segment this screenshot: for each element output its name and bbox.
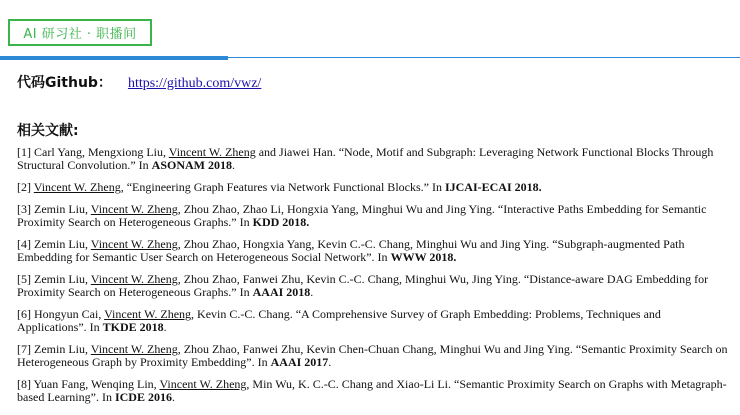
venue: KDD 2018.	[252, 215, 310, 229]
brand-label: AI 研习社 · 职播间	[8, 19, 152, 46]
venue: ICDE 2016	[114, 390, 172, 404]
venue: AAAI 2017	[270, 355, 329, 369]
reference-item: [5] Zemin Liu, Vincent W. Zheng, Zhou Zhao, Fanwei Zhu, Kevin C.-C. Chang, Minghui Wu, Jing Ying. “Distance-aware DAG Embedding for Proximity Search on Heterogeneous Graphs.” In AAAI 2018.	[17, 272, 709, 299]
reference-list	[17, 146, 729, 413]
author-highlight: Vincent W. Zheng	[90, 237, 178, 251]
author-highlight: Vincent W. Zheng	[33, 180, 121, 194]
code-row	[17, 72, 261, 92]
reference-item: [8] Yuan Fang, Wenqing Lin, Vincent W. Zheng, Min Wu, K. C.-C. Chang and Xiao-Li Li. “Semantic Proximity Search on Graphs with Metagraph-based Learning”. In ICDE 2016.	[17, 377, 727, 404]
github-link[interactable]: https://github.com/vwz/	[127, 76, 262, 91]
references-heading: 相关文献:	[17, 123, 79, 139]
code-label: 代码Github：	[17, 75, 112, 91]
author-highlight: Vincent W. Zheng	[104, 307, 192, 321]
author-highlight: Vincent W. Zheng	[90, 202, 178, 216]
divider-line	[228, 57, 740, 58]
author-highlight: Vincent W. Zheng	[168, 145, 256, 159]
reference-item: [7] Zemin Liu, Vincent W. Zheng, Zhou Zhao, Fanwei Zhu, Kevin Chen-Chuan Chang, Minghui Wu and Jing Ying. “Semantic Proximity Search on Heterogeneous Graph by Proximity Embedding”. In AAAI 2017.	[17, 342, 728, 369]
reference-item: [4] Zemin Liu, Vincent W. Zheng, Zhou Zhao, Hongxia Yang, Kevin C.-C. Chang, Minghui Wu and Jing Ying. “Subgraph-augmented Path Embedding for Semantic User Search on Heterogeneous Social Network”. In WWW 2018.	[17, 237, 685, 264]
reference-item: [6] Hongyun Cai, Vincent W. Zheng, Kevin C.-C. Chang. “A Comprehensive Survey of Graph Embedding: Problems, Techniques and Applications”. In TKDE 2018.	[17, 307, 661, 334]
reference-item: [3] Zemin Liu, Vincent W. Zheng, Zhou Zhao, Zhao Li, Hongxia Yang, Minghui Wu and Jing Ying. “Interactive Paths Embedding for Semantic Proximity Search on Heterogeneous Graphs.” In KDD 2018.	[17, 202, 707, 229]
divider-accent	[0, 56, 228, 60]
header-divider	[0, 56, 740, 60]
author-highlight: Vincent W. Zheng	[90, 342, 178, 356]
venue: ASONAM 2018	[151, 158, 232, 172]
author-highlight: Vincent W. Zheng	[159, 377, 247, 391]
venue: IJCAI-ECAI 2018.	[444, 180, 542, 194]
venue: AAAI 2018	[252, 285, 311, 299]
author-highlight: Vincent W. Zheng	[90, 272, 178, 286]
venue: TKDE 2018	[102, 320, 164, 334]
venue: WWW 2018.	[390, 250, 457, 264]
reference-item: [2] Vincent W. Zheng, “Engineering Graph Features via Network Functional Blocks.” In IJCAI-ECAI 2018.	[17, 180, 542, 194]
reference-item: [1] Carl Yang, Mengxiong Liu, Vincent W. Zheng and Jiawei Han. “Node, Motif and Subgraph: Leveraging Network Functional Blocks Through Structural Convolution.” In ASONAM 2018.	[17, 145, 714, 172]
